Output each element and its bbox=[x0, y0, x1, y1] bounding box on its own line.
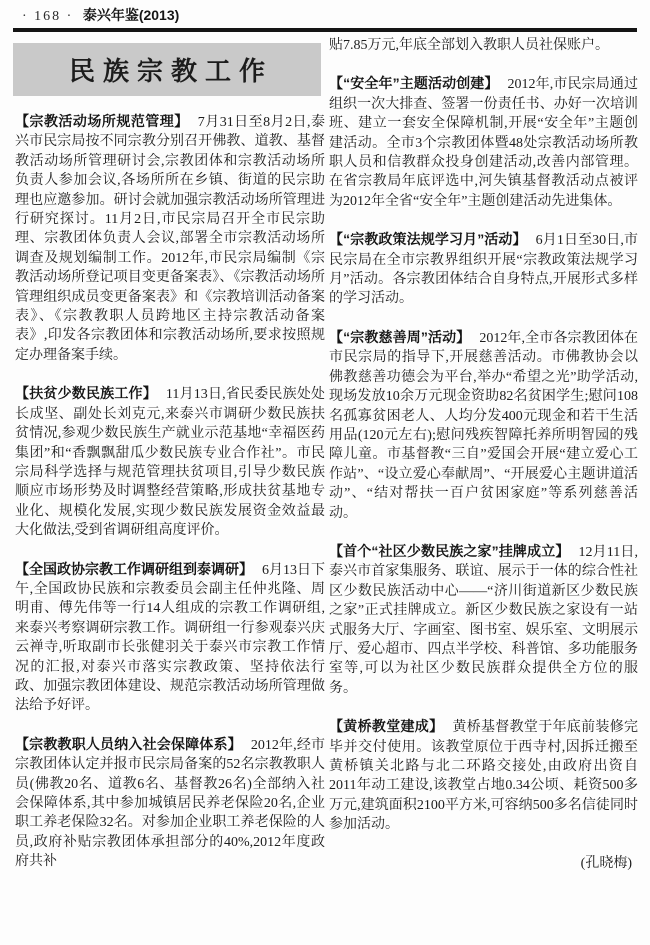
header-rule bbox=[13, 28, 637, 32]
paragraph bbox=[15, 112, 325, 365]
paragraph bbox=[329, 74, 638, 211]
page-header bbox=[22, 6, 179, 26]
paragraph-heading: 【宗教活动场所规范管理】 bbox=[15, 113, 189, 129]
paragraph-body: 贴7.85万元,年底全部划入教职人员社保账户。 bbox=[329, 38, 609, 53]
paragraph-body: 11月13日,省民委民族处处长成坚、副处长刘克元,来泰兴市调研少数民族扶贫情况,参观少数民族生产就业示范基地“幸福医药集团”和“香飘飘甜瓜少数民族专业合作社”。市民宗局科学选择与规范管理扶贫项目,引导少数民族顺应市场形势及时调整经营策略,形成扶贫基地专业化、规模化发展,实现少数民族发展资金效益最大化做法,受到省调研组高度评价。 bbox=[15, 387, 326, 539]
paragraph-heading: 【“宗教政策法规学习月”活动】 bbox=[329, 231, 527, 248]
paragraph-body: 2012年,市民宗局通过组织一次大排查、签署一份责任书、办好一次培训班、建立一套安全保障机制,开展“安全年”主题创建活动。全市3个宗教团体暨48处宗教活动场所教职人员和信教群众投身创建活动,改善内部管理。在省宗教局年底评选中,河失镇基督教活动点被评为2012年全省“安全年”主题创建活动先进集体。 bbox=[329, 77, 638, 209]
section-title-box bbox=[13, 43, 321, 96]
page-number: · 168 · bbox=[22, 9, 74, 24]
paragraph bbox=[329, 542, 638, 698]
right-column bbox=[329, 36, 638, 873]
paragraph-body: 7月31日至8月2日,泰兴市民宗局按不同宗教分别召开佛教、道教、基督教活动场所管理研讨会,宗教团体和宗教活动场所负责人参加会议,各场所所在乡镇、街道的民宗助理也应邀参加。研讨会就加强宗教活动场所管理进行研究探讨。11月2日,市民宗局召开全市民宗助理、宗教团体负责人会议,部署全市宗教活动场所调查及规划编制工作。2012年,市民宗局编制《宗教活动场所登记项目变更备案表》、《宗教活动场所管理组织成员变更备案表》和《宗教培训活动备案表》、《宗教教职人员跨地区主持宗教活动备案表》,印发各宗教团体和宗教活动场所,要求按照规定办理备案手续。 bbox=[15, 115, 326, 363]
section-title: 民族宗教工作 bbox=[68, 56, 273, 86]
book-title: 泰兴年鉴(2013) bbox=[82, 7, 180, 23]
author-signature: (孔晓梅) bbox=[580, 855, 632, 871]
paragraph-body: 6月13日下午,全国政协民族和宗教委员会副主任仲兆隆、周明甫、傅先伟等一行14人组成的宗教工作调研组,来泰兴考察调研宗教工作。调研组一行参观泰兴庆云禅寺,听取副市长张健羽关于泰兴市宗教工作情况的汇报,对泰兴市落实宗教政策、坚持依法行政、加强宗教团体建设、规范宗教活动场所管理做法给予好评。 bbox=[15, 562, 325, 714]
paragraph bbox=[15, 384, 325, 540]
paragraph-heading: 【“宗教慈善周”活动】 bbox=[329, 328, 471, 345]
paragraph-heading: 【宗教教职人员纳入社会保障体系】 bbox=[15, 735, 242, 752]
left-column bbox=[15, 112, 325, 872]
paragraph-heading: 【首个“社区少数民族之家”挂牌成立】 bbox=[329, 542, 570, 559]
paragraph-heading: 【扶贫少数民族工作】 bbox=[15, 385, 157, 402]
paragraph-body: 6月1日至30日,市民宗局在全市宗教界组织开展“宗教政策法规学习月”活动。各宗教团体结合自身特点,开展形式多样的学习活动。 bbox=[329, 233, 639, 307]
paragraph-body: 2012年,全市各宗教团体在市民宗局的指导下,开展慈善活动。市佛教协会以佛教慈善功德会为平台,举办“希望之光”助学活动,现场发放10余万元现金资助82名贫困学生;慰问108名孤寡贫困老人、人均分发400元现金和若干生活用品(120元左右);慰问残疾智障托养所明智园的残障儿童。市基督教“三自”爱国会开展“建立爱心工作站”、“设立爱心奉献周”、“开展爱心主题讲道活动”、“结对帮扶一百户贫困家庭”等系列慈善活动。 bbox=[329, 330, 639, 521]
paragraph bbox=[329, 717, 638, 834]
paragraph bbox=[15, 735, 325, 872]
paragraph-heading: 【“安全年”主题活动创建】 bbox=[329, 75, 499, 92]
paragraph bbox=[329, 230, 638, 309]
paragraph-body: 2012年,经市宗教团体认定并报市民宗局备案的52名宗教教职人员(佛教20名、道教6名、基督教26名)全部纳入社会保障体系,其中参加城镇居民养老保险20名,企业职工养老保险32名。对参加企业职工养老保险的人员,政府补贴宗教团体承担部分的40%,2012年度政府共补 bbox=[15, 737, 326, 870]
paragraph-heading: 【黄桥教堂建成】 bbox=[329, 718, 444, 735]
paragraph bbox=[15, 560, 325, 716]
paragraph-heading: 【全国政协宗教工作调研组到泰调研】 bbox=[15, 560, 253, 577]
paragraph bbox=[329, 36, 638, 55]
paragraph-body: 黄桥基督教堂于年底前装修完毕并交付使用。该教堂原位于西寺村,因拆迁搬至黄桥镇关北路与北二环路交接处,由政府出资自2011年动工建设,该教堂占地0.34公顷、耗资500多万元,建筑面积2100平方米,可容纳500多名信徒同时参加活动。 bbox=[329, 720, 639, 833]
paragraph bbox=[329, 328, 638, 523]
paragraph-body: 12月11日,泰兴市首家集服务、联谊、展示于一体的综合性社区少数民族活动中心——“济川街道新区少数民族之家”正式挂牌成立。新区少数民族之家设有一站式服务大厅、字画室、图书室、娱乐室、文明展示厅、爱心超市、四点半学校、科普馆、多功能服务室等,可以为社区少数民族群众提供全方位的服务。 bbox=[329, 544, 638, 696]
